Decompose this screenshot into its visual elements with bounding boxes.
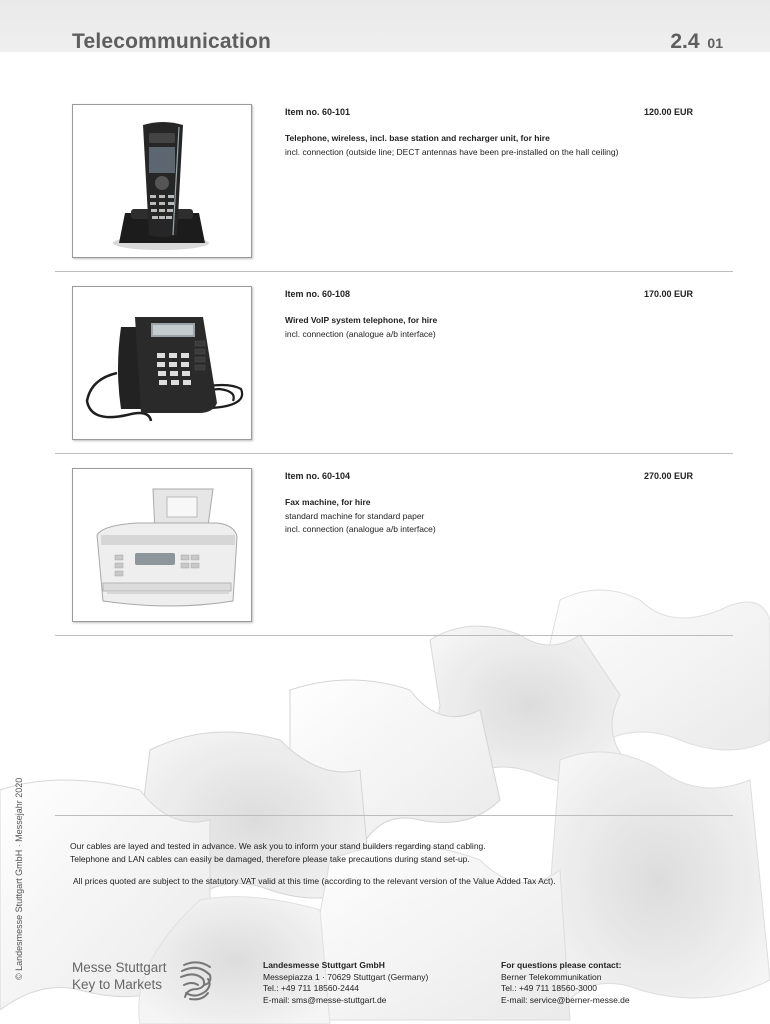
contact-tel: Tel.: +49 711 18560-3000 [501,983,598,993]
item-description-line: incl. connection (outside line; DECT antennas have been pre-installed on the hall ceiling) [285,147,619,157]
contact-name: Berner Telekommunikation [501,971,602,982]
logo-line: Key to Markets [72,977,163,992]
item-description [285,328,436,341]
item-number: Item no. 60-104 [285,471,351,481]
item-title: Fax machine, for hire [285,497,371,507]
messe-logo-icon [178,957,214,1003]
item-price: 170.00 EUR [643,289,693,299]
address-email[interactable]: E-mail: sms@messe-stuttgart.de [263,994,387,1005]
product-row [55,454,733,636]
fax-machine-image [72,468,252,622]
item-description [285,510,436,535]
item-price: 120.00 EUR [643,107,693,117]
item-title: Telephone, wireless, incl. base station and recharger unit, for hire [285,133,550,143]
product-row [55,272,733,454]
address-street: Messepiazza 1 · 70629 Stuttgart (Germany) [263,971,429,982]
contact-heading: For questions please contact: [501,960,622,970]
messe-logo-text [72,959,167,993]
section-sub: 01 [707,35,723,51]
divider [55,815,733,816]
section-main: 2.4 [670,30,700,53]
item-description-line: incl. connection (analogue a/b interface) [285,329,436,339]
address-block [263,960,428,1006]
notice-line: Telephone and LAN cables can easily be damaged, therefore please take precautions during stand set-up. [70,853,470,864]
item-description-line: standard machine for standard paper [285,511,425,521]
divider [55,635,733,636]
page-title: Telecommunication [72,30,272,53]
notice-line: Our cables are layed and tested in advance. We ask you to inform your stand builders regarding stand cabling. [70,841,486,851]
cordless-phone-image [72,104,252,258]
desk-phone-image [72,286,252,440]
logo-line: Messe Stuttgart [72,960,167,975]
vat-notice: All prices quoted are subject to the statutory VAT valid at this time (according to the relevant version of the Value Added Tax Act). [73,876,556,886]
item-number: Item no. 60-108 [285,289,351,299]
item-description-line: incl. connection (analogue a/b interface) [285,523,436,534]
contact-email[interactable]: E-mail: service@berner-messe.de [501,994,630,1005]
product-row [55,90,733,272]
copyright-vertical: © Landesmesse Stuttgart GmbH · Messejahr 2020 [14,777,24,980]
cabling-notice [70,840,486,865]
section-number [670,30,723,54]
address-company: Landesmesse Stuttgart GmbH [263,960,385,970]
contact-block [501,960,630,1006]
item-price: 270.00 EUR [643,471,693,481]
item-title: Wired VoIP system telephone, for hire [285,315,438,325]
item-number: Item no. 60-101 [285,107,351,117]
address-tel: Tel.: +49 711 18560-2444 [263,983,360,993]
item-description [285,146,618,159]
